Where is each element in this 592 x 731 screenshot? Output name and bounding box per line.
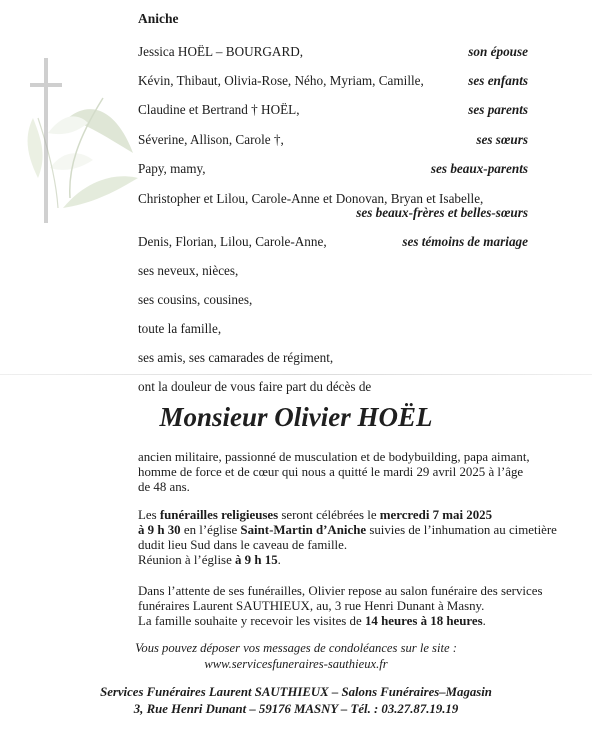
family-name: Jessica HOËL – BOURGARD, <box>138 44 304 59</box>
text-bold: à 9 h 15 <box>235 553 278 567</box>
text: seront célébrées le <box>278 508 380 522</box>
town-name: Aniche <box>138 11 179 26</box>
announcement-line: ont la douleur de vous faire part du décès de <box>138 379 372 394</box>
text: Les <box>138 508 160 522</box>
condolences-note <box>0 640 592 672</box>
condolences-text: Vous pouvez déposer vos messages de condoléances sur le site : <box>135 641 457 655</box>
family-relation: ses enfants <box>468 73 528 88</box>
text: . <box>277 553 281 567</box>
funeral-line <box>138 523 558 538</box>
text: Réunion à l’église <box>138 553 236 567</box>
text-bold: Saint-Martin d’Aniche <box>240 523 367 537</box>
funeral-home-address: 3, Rue Henri Dunant – 59176 MASNY – Tél. : 03.27.87.19.19 <box>133 702 459 716</box>
text-bold: à 9 h 30 <box>138 523 181 537</box>
visitation-line <box>138 614 558 629</box>
family-relation: ses beaux-parents <box>430 161 528 176</box>
website-link[interactable]: www.servicesfuneraires-sauthieux.fr <box>204 657 388 671</box>
family-name: Denis, Florian, Lilou, Carole-Anne, <box>138 234 327 249</box>
visitation-details <box>138 584 558 629</box>
biography-line: de 48 ans. <box>138 480 190 494</box>
funeral-details <box>138 508 558 568</box>
funeral-home-name: Services Funéraires Laurent SAUTHIEUX – Salons Funéraires–Magasin <box>100 685 492 699</box>
paper-fold-line <box>0 374 592 375</box>
family-relation: ses parents <box>468 102 528 117</box>
text-bold: funérailles religieuses <box>159 508 279 522</box>
text: en l’église <box>180 523 241 537</box>
family-name: Kévin, Thibaut, Olivia-Rose, Ného, Myriam, Camille, <box>138 73 424 88</box>
text-bold: mercredi 7 mai 2025 <box>379 508 493 522</box>
family-relation: ses sœurs <box>476 132 528 147</box>
biography-line: ancien militaire, passionné de musculation et de bodybuilding, papa aimant, <box>138 450 530 464</box>
family-name: Papy, mamy, <box>138 161 206 176</box>
biography-line: homme de force et de cœur qui nous a quitté le mardi 29 avril 2025 à l’âge <box>138 465 524 479</box>
funeral-line <box>138 553 558 568</box>
text: suivies de l’inhumation au cimetière <box>366 523 557 537</box>
extended-line: ses cousins, cousines, <box>138 292 253 307</box>
text: La famille souhaite y recevoir les visites de <box>138 614 365 628</box>
visitation-line: funéraires Laurent SAUTHIEUX, au, 3 rue Henri Dunant à Masny. <box>138 599 485 613</box>
visitation-line: Dans l’attente de ses funérailles, Olivier repose au salon funéraire des services <box>138 584 543 598</box>
biography <box>138 450 558 495</box>
text-bold: 14 heures à 18 heures <box>364 614 483 628</box>
family-name: Claudine et Bertrand † HOËL, <box>138 102 300 117</box>
family-name: Christopher et Lilou, Carole-Anne et Donovan, Bryan et Isabelle, <box>138 191 484 206</box>
family-relation: ses beaux-frères et belles-sœurs <box>356 205 528 220</box>
extended-line: toute la famille, <box>138 321 222 336</box>
family-name: Séverine, Allison, Carole †, <box>138 132 284 147</box>
deceased-name: Monsieur Olivier HOËL <box>159 402 433 432</box>
cross-and-lily-icon <box>8 58 143 258</box>
extended-line: ses neveux, nièces, <box>138 263 239 278</box>
funeral-line: dudit lieu Sud dans le caveau de famille. <box>138 538 348 552</box>
funeral-home-footer <box>0 684 592 718</box>
extended-line: ses amis, ses camarades de régiment, <box>138 350 334 365</box>
family-relation: ses témoins de mariage <box>402 234 528 249</box>
text: . <box>482 614 486 628</box>
family-relation: son épouse <box>468 44 528 59</box>
funeral-line <box>138 508 558 523</box>
